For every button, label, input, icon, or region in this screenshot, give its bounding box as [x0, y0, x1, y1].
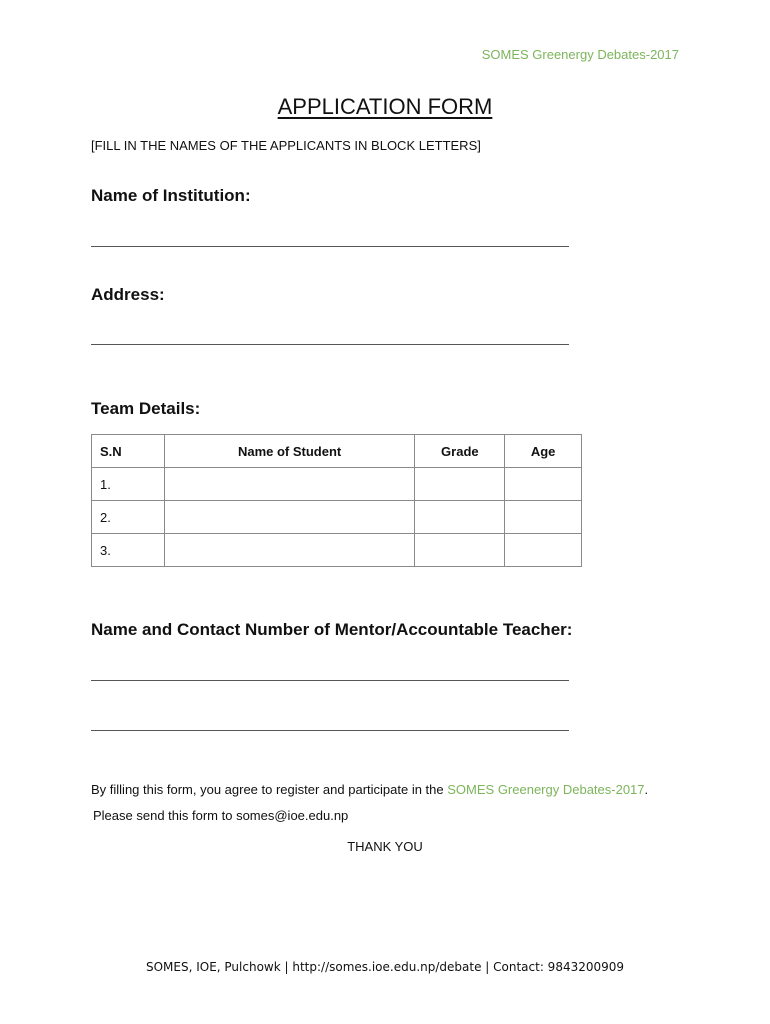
institution-field[interactable] — [91, 246, 569, 247]
address-label: Address: — [91, 285, 165, 304]
footer-contact: SOMES, IOE, Pulchowk | http://somes.ioe.edu.np/debate | Contact: 9843200909 — [145, 960, 625, 974]
address-field[interactable] — [91, 344, 569, 345]
grade-cell[interactable] — [415, 501, 505, 534]
column-header-age: Age — [505, 435, 582, 468]
mentor-label: Name and Contact Number of Mentor/Accountable Teacher: — [91, 620, 573, 639]
column-header-grade: Grade — [415, 435, 505, 468]
grade-cell[interactable] — [415, 468, 505, 501]
age-cell[interactable] — [505, 534, 582, 567]
age-cell[interactable] — [505, 468, 582, 501]
column-header-sn: S.N — [92, 435, 165, 468]
row-serial: 3. — [92, 534, 165, 567]
grade-cell[interactable] — [415, 534, 505, 567]
send-instruction: Please send this form to somes@ioe.edu.np — [93, 808, 349, 823]
student-name-cell[interactable] — [164, 501, 415, 534]
team-details-table — [91, 434, 582, 567]
consent-event-name: SOMES Greenergy Debates-2017 — [447, 782, 645, 797]
team-details-label: Team Details: — [91, 399, 201, 418]
student-name-cell[interactable] — [164, 534, 415, 567]
table-header-row — [92, 435, 582, 468]
form-instruction: [FILL IN THE NAMES OF THE APPLICANTS IN BLOCK LETTERS] — [91, 138, 481, 153]
table-row — [92, 534, 582, 567]
student-name-cell[interactable] — [164, 468, 415, 501]
row-serial: 1. — [92, 468, 165, 501]
institution-label: Name of Institution: — [91, 186, 251, 205]
thank-you: THANK YOU — [347, 839, 423, 854]
consent-prefix: By filling this form, you agree to register and participate in the — [91, 782, 448, 797]
column-header-name: Name of Student — [164, 435, 415, 468]
row-serial: 2. — [92, 501, 165, 534]
table-row — [92, 501, 582, 534]
age-cell[interactable] — [505, 501, 582, 534]
mentor-field-line-2[interactable] — [91, 730, 569, 731]
mentor-field-line-1[interactable] — [91, 680, 569, 681]
consent-text — [91, 782, 648, 797]
header-event-name: SOMES Greenergy Debates-2017 — [481, 47, 679, 62]
table-row — [92, 468, 582, 501]
consent-suffix: . — [644, 782, 649, 797]
page-title: APPLICATION FORM — [277, 94, 493, 119]
